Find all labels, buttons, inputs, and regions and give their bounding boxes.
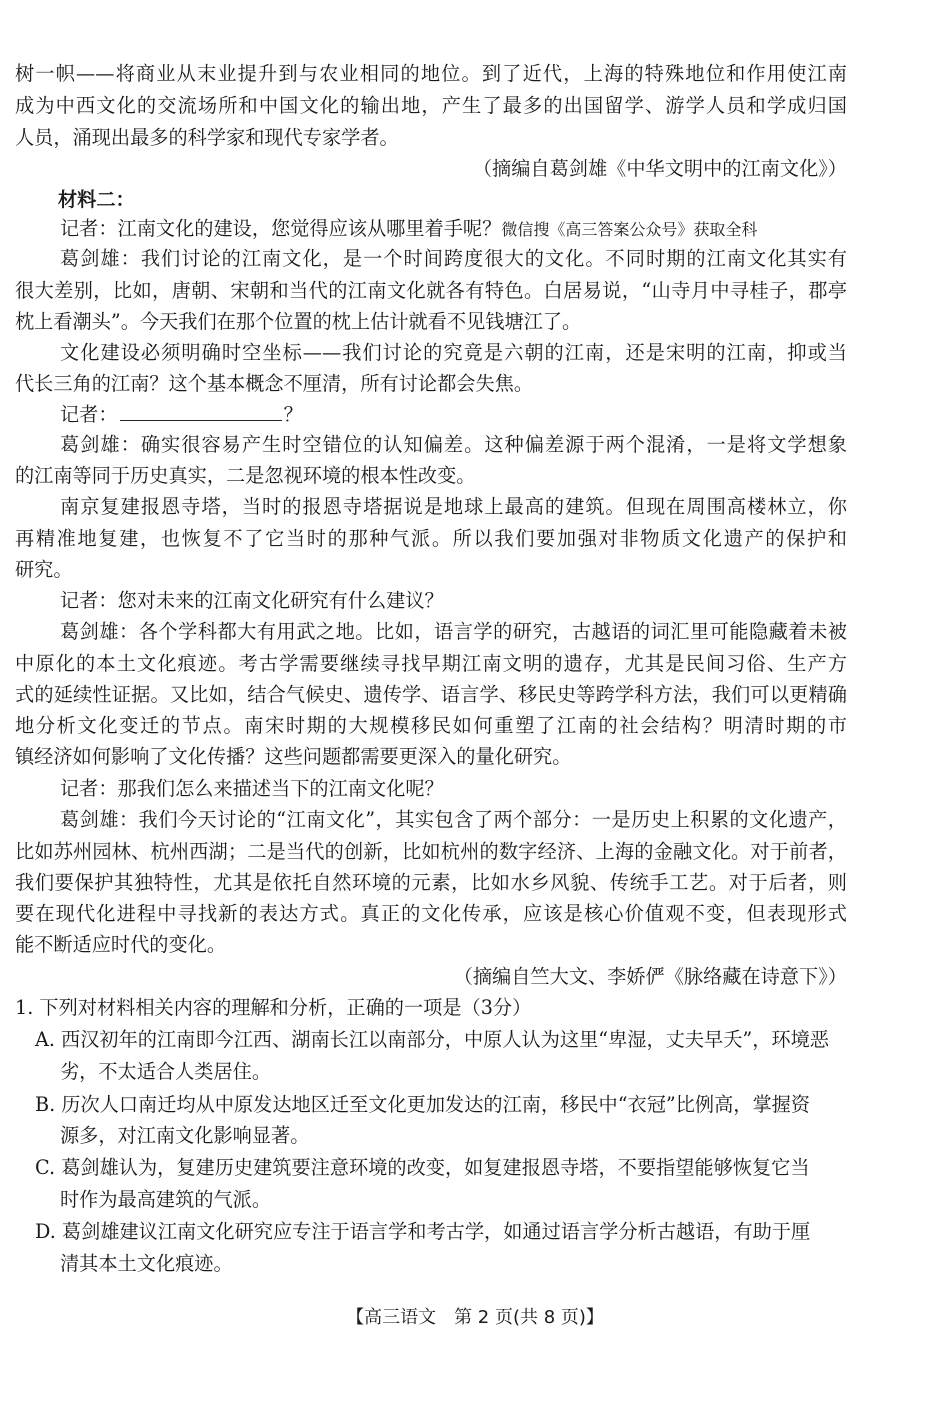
paragraph-line: 镇经济如何影响了文化传播？这些问题都需要更深入的量化研究。 xyxy=(15,745,572,768)
page-number: 【高三语文 第 2 页(共 8 页)】 xyxy=(346,1307,604,1328)
paragraph-line: 能不断适应时代的变化。 xyxy=(15,933,227,956)
paragraph-line: 再精准地复建，也恢复不了它当时的那种气派。所以我们要加强对非物质文化遗产的保护和 xyxy=(15,527,847,550)
option-c-cont: 时作为最高建筑的气派。 xyxy=(60,1188,272,1211)
answer-blank[interactable] xyxy=(120,402,282,421)
option-a-cont: 劣，不太适合人类居住。 xyxy=(60,1060,272,1083)
option-b[interactable]: B. 历次人口南迁均从中原发达地区迁至文化更加发达的江南，移民中“衣冠”比例高，掌握资 xyxy=(35,1093,811,1116)
paragraph-line: 枕上看潮头”。今天我们在那个位置的枕上估计就看不见钱塘江了。 xyxy=(15,310,582,333)
interview-question: 记者：那我们怎么来描述当下的江南文化呢？ xyxy=(60,777,444,800)
option-b-cont: 源多，对江南文化影响显著。 xyxy=(60,1124,310,1147)
paragraph-line: 我们要保护其独特性，尤其是依托自然环境的元素，比如水乡风貌、传统手工艺。对于后者，则 xyxy=(15,871,847,894)
interview-question-blank xyxy=(60,402,303,427)
paragraph-line: 人员，涌现出最多的科学家和现代专家学者。 xyxy=(15,126,399,149)
question-text: 记者：江南文化的建设，您觉得应该从哪里着手呢？ xyxy=(60,217,502,240)
paragraph-line: 成为中西文化的交流场所和中国文化的输出地，产生了最多的出国留学、游学人员和学成归国 xyxy=(15,94,847,117)
option-d-cont: 清其本土文化痕迹。 xyxy=(60,1252,233,1275)
section-heading: 材料二： xyxy=(58,188,135,211)
paragraph-line: 地分析文化变迁的节点。南宋时期的大规模移民如何重塑了江南的社会结构？明清时期的市 xyxy=(15,714,847,737)
paragraph-line: 葛剑雄：各个学科都大有用武之地。比如，语言学的研究，古越语的词汇里可能隐藏着未被 xyxy=(60,620,847,643)
paragraph-line: 文化建设必须明确时空坐标——我们讨论的究竟是六朝的江南，还是宋明的江南，抑或当 xyxy=(60,341,847,364)
paragraph-line: 代长三角的江南？这个基本概念不厘清，所有讨论都会失焦。 xyxy=(15,372,534,395)
paragraph-line: 中原化的本土文化痕迹。考古学需要继续寻找早期江南文明的遗存，尤其是民间习俗、生产方 xyxy=(15,652,847,675)
question-stem: 1. 下列对材料相关内容的理解和分析，正确的一项是（3分） xyxy=(15,996,532,1019)
paragraph-line: 式的延续性证据。又比如，结合气候史、遗传学、语言学、移民史等跨学科方法，我们可以更精确 xyxy=(15,683,847,706)
interview-question: 记者：您对未来的江南文化研究有什么建议？ xyxy=(60,589,444,612)
watermark-text: 微信搜《高三答案公众号》获取全科 xyxy=(501,220,758,239)
paragraph-line: 葛剑雄：我们今天讨论的“江南文化”，其实包含了两个部分：一是历史上积累的文化遗产， xyxy=(60,808,847,831)
paragraph-line: 葛剑雄：确实很容易产生时空错位的认知偏差。这种偏差源于两个混淆，一是将文学想象 xyxy=(60,433,847,456)
option-d[interactable]: D. 葛剑雄建议江南文化研究应专注于语言学和考古学，如通过语言学分析古越语，有助于厘 xyxy=(35,1220,811,1243)
paragraph-line: 比如苏州园林、杭州西湖；二是当代的创新，比如杭州的数字经济、上海的金融文化。对于前者， xyxy=(15,840,847,863)
question-prefix: 记者： xyxy=(60,403,118,426)
paragraph-line: 要在现代化进程中寻找新的表达方式。真正的文化传承，应该是核心价值观不变，但表现形式 xyxy=(15,902,847,925)
source-citation: （摘编自葛剑雄《中华文明中的江南文化》） xyxy=(472,157,847,180)
paragraph-line: 研究。 xyxy=(15,558,73,581)
question-suffix: ？ xyxy=(283,403,303,426)
source-citation: （摘编自竺大文、李娇俨《脉络藏在诗意下》） xyxy=(453,965,847,988)
option-a[interactable]: A. 西汉初年的江南即今江西、湖南长江以南部分，中原人认为这里“卑湿，丈夫早夭”，环境恶 xyxy=(35,1028,829,1051)
paragraph-line: 很大差别，比如，唐朝、宋朝和当代的江南文化就各有特色。白居易说，“山寺月中寻桂子，郡亭 xyxy=(15,279,847,302)
option-c[interactable]: C. 葛剑雄认为，复建历史建筑要注意环境的改变，如复建报恩寺塔，不要指望能够恢复它当 xyxy=(35,1156,810,1179)
paragraph-line: 树一帜——将商业从末业提升到与农业相同的地位。到了近代，上海的特殊地位和作用使江南 xyxy=(15,62,847,85)
paragraph-line: 南京复建报恩寺塔，当时的报恩寺塔据说是地球上最高的建筑。但现在周围高楼林立，你 xyxy=(60,495,847,518)
paragraph-line: 葛剑雄：我们讨论的江南文化，是一个时间跨度很大的文化。不同时期的江南文化其实有 xyxy=(60,247,847,270)
interview-question xyxy=(60,217,757,242)
page-footer xyxy=(0,1306,950,1330)
paragraph-line: 的江南等同于历史真实，二是忽视环境的根本性改变。 xyxy=(15,464,476,487)
